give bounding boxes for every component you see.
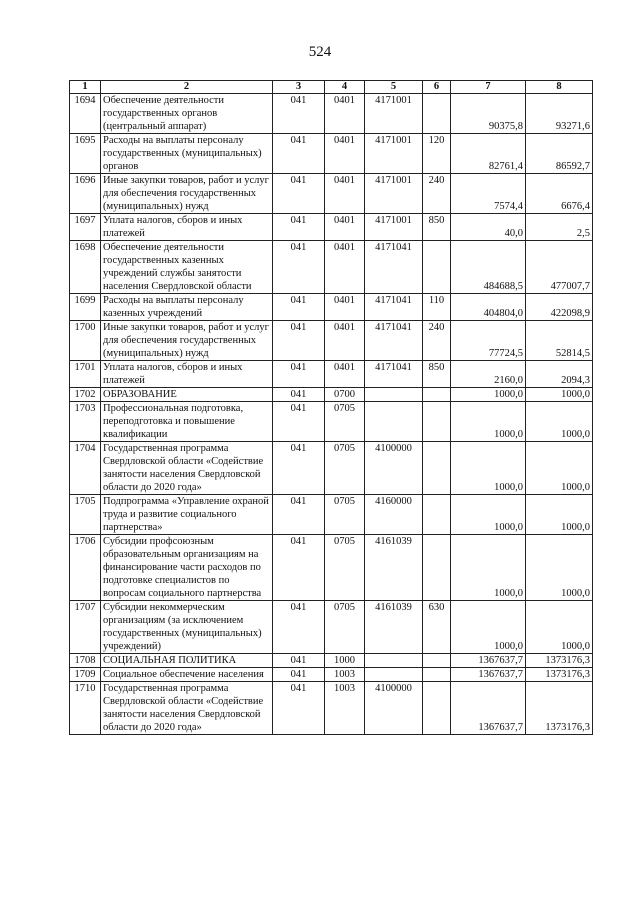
col4-code: 0401	[325, 214, 365, 241]
header-cell: 5	[365, 81, 423, 94]
row-name: Расходы на выплаты персоналу государственных (муниципальных) органов	[101, 134, 273, 174]
col6-code: 110	[423, 294, 451, 321]
table-row	[70, 668, 593, 682]
table-row	[70, 214, 593, 241]
table-row	[70, 442, 593, 495]
col3-code: 041	[273, 388, 325, 402]
col3-code: 041	[273, 214, 325, 241]
row-number: 1699	[70, 294, 101, 321]
col8-amount: 1373176,3	[526, 668, 593, 682]
row-name: Расходы на выплаты персоналу казенных учреждений	[101, 294, 273, 321]
col8-amount: 1000,0	[526, 402, 593, 442]
col7-amount: 1367637,7	[451, 668, 526, 682]
col4-code: 1003	[325, 682, 365, 735]
page-number: 524	[308, 44, 332, 60]
col4-code: 0401	[325, 94, 365, 134]
table-row	[70, 495, 593, 535]
col7-amount: 82761,4	[451, 134, 526, 174]
row-name: Государственная программа Свердловской области «Содействие занятости населения Свердловской области до 2020 года»	[101, 442, 273, 495]
col5-code: 4171041	[365, 241, 423, 294]
col3-code: 041	[273, 174, 325, 214]
col3-code: 041	[273, 668, 325, 682]
col6-code: 120	[423, 134, 451, 174]
row-name: Иные закупки товаров, работ и услуг для обеспечения государственных (муниципальных) нужд	[101, 321, 273, 361]
row-number: 1697	[70, 214, 101, 241]
col8-amount: 52814,5	[526, 321, 593, 361]
col3-code: 041	[273, 94, 325, 134]
row-number: 1709	[70, 668, 101, 682]
budget-table	[69, 80, 593, 735]
col6-code	[423, 654, 451, 668]
col5-code: 4161039	[365, 535, 423, 601]
col5-code	[365, 668, 423, 682]
col6-code	[423, 668, 451, 682]
col4-code: 0401	[325, 241, 365, 294]
col6-code	[423, 535, 451, 601]
col8-amount: 2094,3	[526, 361, 593, 388]
header-cell: 8	[526, 81, 593, 94]
row-name: Иные закупки товаров, работ и услуг для обеспечения государственных (муниципальных) нужд	[101, 174, 273, 214]
col5-code: 4171001	[365, 174, 423, 214]
col3-code: 041	[273, 321, 325, 361]
col5-code: 4171001	[365, 94, 423, 134]
col5-code: 4171001	[365, 134, 423, 174]
col5-code: 4100000	[365, 682, 423, 735]
col7-amount: 1367637,7	[451, 654, 526, 668]
col5-code	[365, 402, 423, 442]
col5-code: 4100000	[365, 442, 423, 495]
row-name: Уплата налогов, сборов и иных платежей	[101, 361, 273, 388]
col5-code: 4171041	[365, 321, 423, 361]
col4-code: 0401	[325, 321, 365, 361]
col3-code: 041	[273, 442, 325, 495]
col8-amount: 1000,0	[526, 495, 593, 535]
col8-amount: 477007,7	[526, 241, 593, 294]
header-cell: 4	[325, 81, 365, 94]
row-number: 1707	[70, 601, 101, 654]
col7-amount: 484688,5	[451, 241, 526, 294]
col6-code	[423, 94, 451, 134]
row-number: 1702	[70, 388, 101, 402]
row-name: ОБРАЗОВАНИЕ	[101, 388, 273, 402]
col7-amount: 90375,8	[451, 94, 526, 134]
col6-code	[423, 388, 451, 402]
col5-code: 4171041	[365, 361, 423, 388]
col5-code: 4160000	[365, 495, 423, 535]
col7-amount: 1000,0	[451, 495, 526, 535]
table-row	[70, 402, 593, 442]
col3-code: 041	[273, 241, 325, 294]
col8-amount: 1000,0	[526, 601, 593, 654]
col7-amount: 1000,0	[451, 601, 526, 654]
col7-amount: 40,0	[451, 214, 526, 241]
col6-code: 630	[423, 601, 451, 654]
row-number: 1710	[70, 682, 101, 735]
col5-code	[365, 654, 423, 668]
col4-code: 0705	[325, 535, 365, 601]
table-row	[70, 321, 593, 361]
header-cell: 3	[273, 81, 325, 94]
col6-code	[423, 442, 451, 495]
col4-code: 0705	[325, 442, 365, 495]
col5-code: 4171041	[365, 294, 423, 321]
row-name: Государственная программа Свердловской области «Содействие занятости населения Свердловской области до 2020 года»	[101, 682, 273, 735]
col5-code: 4171001	[365, 214, 423, 241]
col8-amount: 422098,9	[526, 294, 593, 321]
col6-code	[423, 241, 451, 294]
table-row	[70, 388, 593, 402]
col3-code: 041	[273, 294, 325, 321]
col4-code: 0401	[325, 174, 365, 214]
row-number: 1708	[70, 654, 101, 668]
row-number: 1694	[70, 94, 101, 134]
table-row	[70, 682, 593, 735]
col8-amount: 1373176,3	[526, 654, 593, 668]
col3-code: 041	[273, 495, 325, 535]
col3-code: 041	[273, 682, 325, 735]
col8-amount: 2,5	[526, 214, 593, 241]
table-row	[70, 654, 593, 668]
col6-code	[423, 495, 451, 535]
row-number: 1700	[70, 321, 101, 361]
row-number: 1701	[70, 361, 101, 388]
row-number: 1698	[70, 241, 101, 294]
col7-amount: 1000,0	[451, 388, 526, 402]
table-row	[70, 294, 593, 321]
row-name: Субсидии некоммерческим организациям (за исключением государственных (муниципальных) учреждений)	[101, 601, 273, 654]
header-cell: 2	[101, 81, 273, 94]
col5-code: 4161039	[365, 601, 423, 654]
row-name: Обеспечение деятельности государственных казенных учреждений службы занятости населения Свердловской области	[101, 241, 273, 294]
col7-amount: 1000,0	[451, 402, 526, 442]
row-name: Социальное обеспечение населения	[101, 668, 273, 682]
col3-code: 041	[273, 654, 325, 668]
col8-amount: 1000,0	[526, 388, 593, 402]
col4-code: 1000	[325, 654, 365, 668]
header-row	[70, 81, 593, 94]
col6-code	[423, 682, 451, 735]
table-row	[70, 134, 593, 174]
col4-code: 0700	[325, 388, 365, 402]
col7-amount: 1000,0	[451, 442, 526, 495]
col3-code: 041	[273, 402, 325, 442]
row-number: 1705	[70, 495, 101, 535]
col8-amount: 6676,4	[526, 174, 593, 214]
col4-code: 1003	[325, 668, 365, 682]
col7-amount: 2160,0	[451, 361, 526, 388]
row-number: 1696	[70, 174, 101, 214]
table-row	[70, 361, 593, 388]
row-name: Обеспечение деятельности государственных органов (центральный аппарат)	[101, 94, 273, 134]
col8-amount: 1000,0	[526, 535, 593, 601]
col7-amount: 7574,4	[451, 174, 526, 214]
col4-code: 0401	[325, 361, 365, 388]
col6-code: 240	[423, 321, 451, 361]
col6-code: 850	[423, 361, 451, 388]
header-cell: 7	[451, 81, 526, 94]
col3-code: 041	[273, 134, 325, 174]
row-number: 1704	[70, 442, 101, 495]
row-name: Подпрограмма «Управление охраной труда и развитие социального партнерства»	[101, 495, 273, 535]
row-name: СОЦИАЛЬНАЯ ПОЛИТИКА	[101, 654, 273, 668]
table-row	[70, 174, 593, 214]
col6-code	[423, 402, 451, 442]
col7-amount: 77724,5	[451, 321, 526, 361]
col4-code: 0705	[325, 495, 365, 535]
row-name: Субсидии профсоюзным образовательным организациям на финансирование части расходов по подготовке специалистов по вопросам социального партнерства	[101, 535, 273, 601]
col6-code: 850	[423, 214, 451, 241]
row-name: Профессиональная подготовка, переподготовка и повышение квалификации	[101, 402, 273, 442]
header-cell: 6	[423, 81, 451, 94]
col8-amount: 93271,6	[526, 94, 593, 134]
col4-code: 0401	[325, 134, 365, 174]
row-number: 1695	[70, 134, 101, 174]
col8-amount: 1373176,3	[526, 682, 593, 735]
col8-amount: 86592,7	[526, 134, 593, 174]
col3-code: 041	[273, 601, 325, 654]
table-row	[70, 601, 593, 654]
col7-amount: 404804,0	[451, 294, 526, 321]
header-cell: 1	[70, 81, 101, 94]
table-row	[70, 94, 593, 134]
table-row	[70, 535, 593, 601]
col4-code: 0705	[325, 601, 365, 654]
col6-code: 240	[423, 174, 451, 214]
col8-amount: 1000,0	[526, 442, 593, 495]
table-row	[70, 241, 593, 294]
col4-code: 0401	[325, 294, 365, 321]
col3-code: 041	[273, 361, 325, 388]
row-name: Уплата налогов, сборов и иных платежей	[101, 214, 273, 241]
col7-amount: 1367637,7	[451, 682, 526, 735]
row-number: 1706	[70, 535, 101, 601]
row-number: 1703	[70, 402, 101, 442]
col4-code: 0705	[325, 402, 365, 442]
col5-code	[365, 388, 423, 402]
col3-code: 041	[273, 535, 325, 601]
col7-amount: 1000,0	[451, 535, 526, 601]
